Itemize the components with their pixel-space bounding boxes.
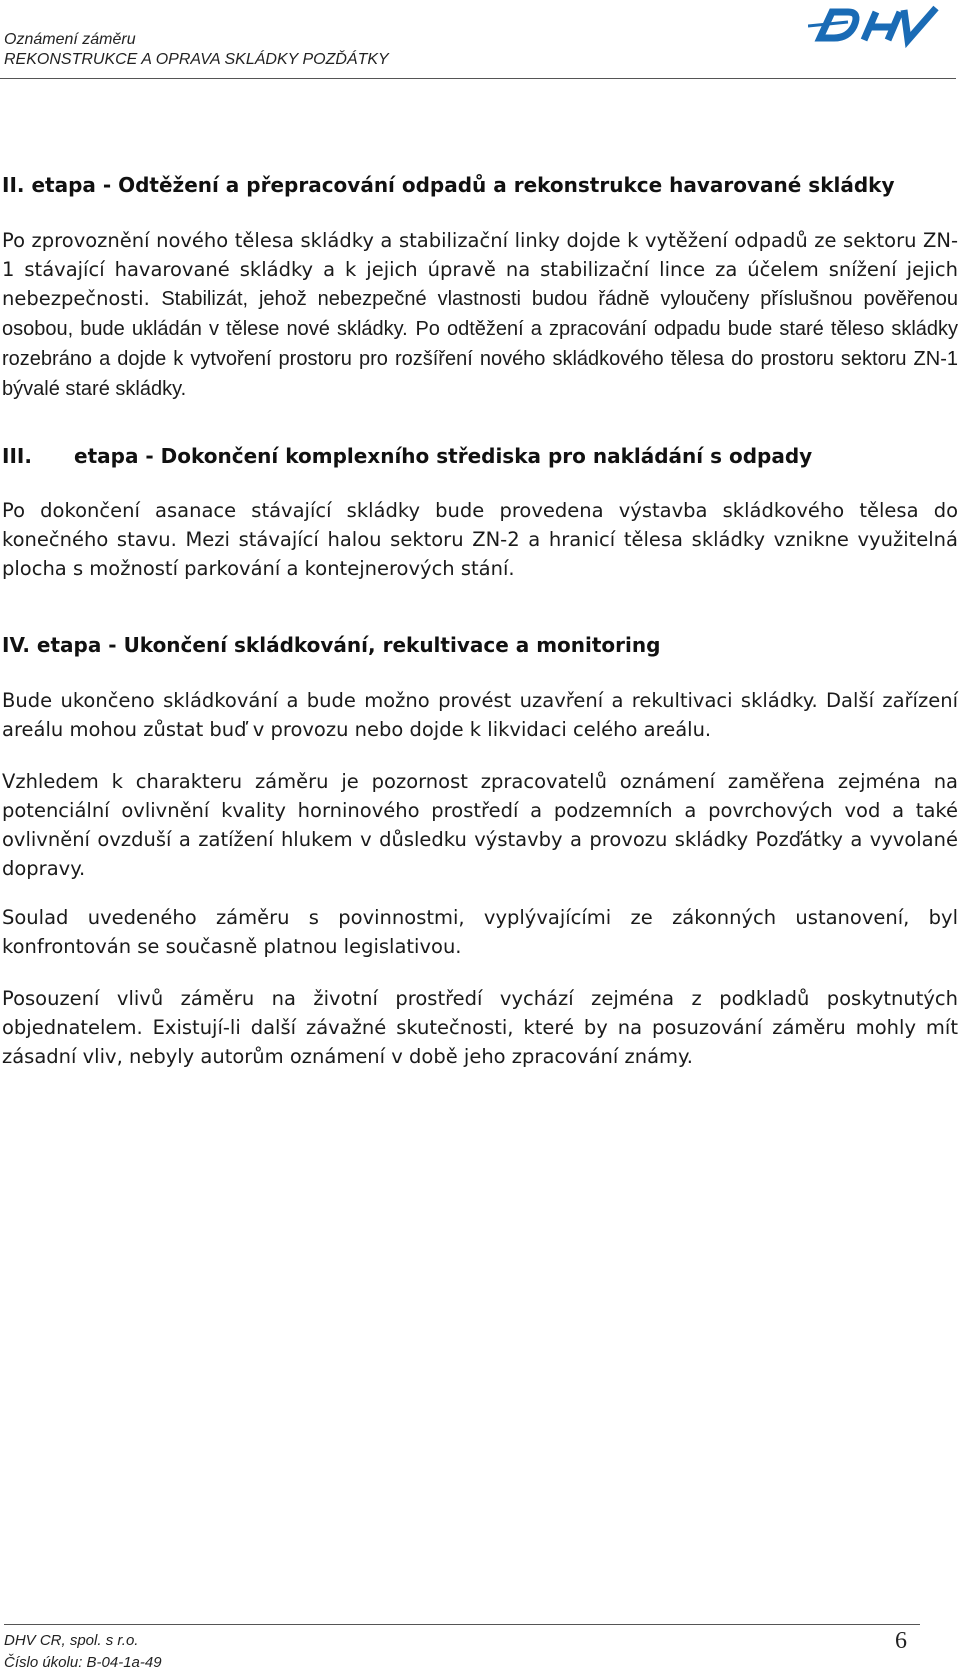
section-3-title: etapa - Dokončení komplexního střediska pro nakládání s odpady <box>74 444 813 468</box>
section-2 <box>2 172 958 198</box>
section-4-paragraph-2: Vzhledem k charakteru záměru je pozornost zpracovatelů oznámení zaměřena zejména na potenciální ovlivnění kvality horninového prostředí a podzemních a povrchových vod a také ovlivnění ovzduší a zatížení hlukem v důsledku výstavby a provozu skládky Pozďátky a vyvolané dopravy. <box>2 770 958 880</box>
task-number: Číslo úkolu: B-04-1a-49 <box>4 1654 162 1671</box>
section-4-body-1 <box>2 686 958 744</box>
section-4-heading: IV. etapa - Ukončení skládkování, rekultivace a monitoring <box>2 633 661 657</box>
section-2-text-b: Stabilizát, jehož nebezpečné vlastnosti budou řádně vyloučeny příslušnou pověřenou osobou, bude ukládán v tělese nové skládky. <box>2 288 959 340</box>
header-divider <box>0 78 956 79</box>
section-4-paragraph-4: Posouzení vlivů záměru na životní prostředí vychází zejména z podkladů poskytnutých objednatelem. Existují-li další závažné skutečnosti, které by na posuzování záměru mohly mít zásadní vliv, nebyly autorům oznámení v době jeho zpracování známy. <box>2 987 958 1068</box>
section-4-body-4 <box>2 984 958 1071</box>
section-2-text-c: Po odtěžení a zpracování odpadu bude staré těleso skládky rozebráno a dojde k vytvoření prostoru pro rozšíření nového skládkového tělesa do prostoru sektoru ZN-1 bývalé staré skládky. <box>2 318 959 400</box>
dhv-logo <box>808 0 948 50</box>
company-name: DHV CR, spol. s r.o. <box>4 1632 139 1649</box>
section-4-paragraph-1: Bude ukončeno skládkování a bude možno provést uzavření a rekultivaci skládky. Další zařízení areálu mohou zůstat buď v provozu nebo dojde k likvidaci celého areálu. <box>2 689 958 741</box>
section-3-number: III. <box>2 444 32 468</box>
section-4-paragraph-3: Soulad uvedeného záměru s povinnostmi, vyplývajícími ze zákonných ustanovení, byl konfrontován se současně platnou legislativou. <box>2 906 958 958</box>
section-2-paragraph <box>2 226 958 404</box>
section-3-body <box>2 496 958 583</box>
section-3-paragraph: Po dokončení asanace stávající skládky bude provedena výstavba skládkového tělesa do konečného stavu. Mezi stávající halou sektoru ZN-2 a hranicí tělesa skládky vznikne využitelná plocha s možností parkování a kontejnerových stání. <box>2 499 958 580</box>
document-title: REKONSTRUKCE A OPRAVA SKLÁDKY POZĎÁTKY <box>4 51 389 68</box>
page-footer <box>4 1630 162 1674</box>
section-4-body-3 <box>2 903 958 961</box>
section-4-body-2 <box>2 767 958 883</box>
section-3-heading <box>2 443 958 469</box>
page-number: 6 <box>895 1628 907 1654</box>
section-2-body <box>2 226 958 404</box>
section-3 <box>2 443 958 469</box>
section-2-text-a: Po zprovoznění nového tělesa skládky a stabilizační linky dojde k vytěžení odpadů ze sektoru ZN-1 stávající havarované skládky a k jejich úpravě na stabilizační lince za účelem snížení jejich nebezpečnosti. <box>2 229 958 310</box>
section-2-heading: II. etapa - Odtěžení a přepracování odpadů a rekonstrukce havarované skládky <box>2 173 895 197</box>
document-type: Oznámení záměru <box>4 31 136 48</box>
section-4 <box>2 632 958 658</box>
footer-divider <box>4 1624 920 1625</box>
